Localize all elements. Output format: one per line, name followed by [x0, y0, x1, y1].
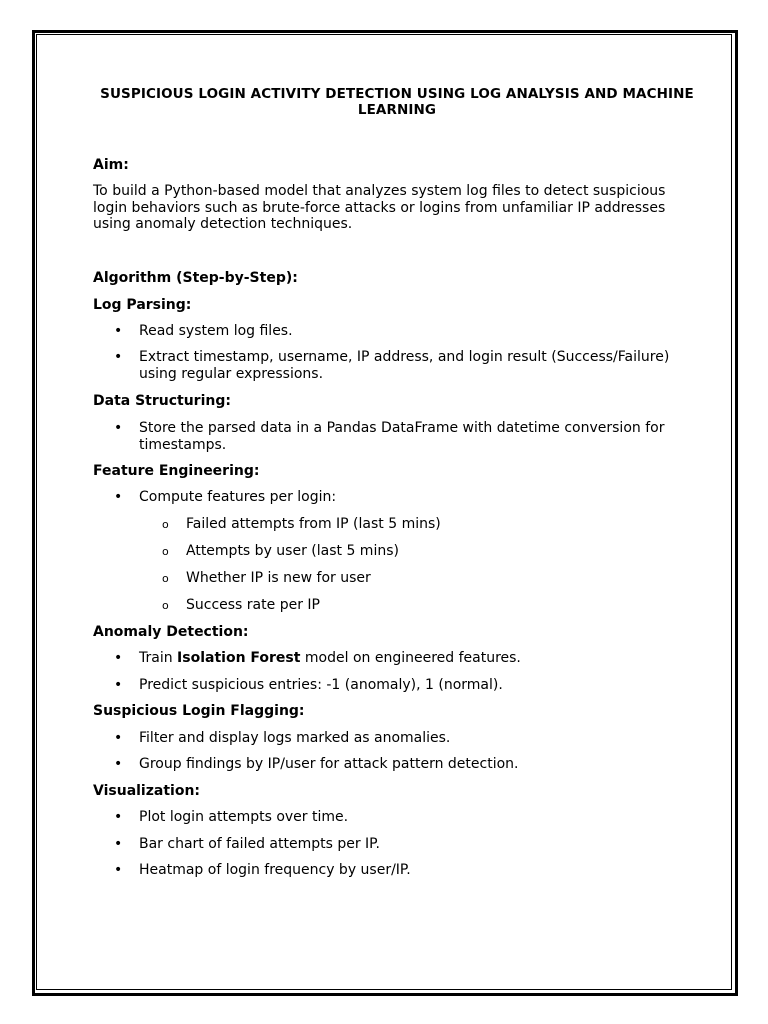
sub-bullet-icon: o: [162, 572, 169, 585]
aim-text: To build a Python-based model that analyzes system log files to detect suspicious login behaviors such as brute-force attacks or logins from unfamiliar IP addresses using anomaly detection techniques.: [93, 183, 666, 232]
bullet-icon: •: [114, 809, 123, 825]
flagging-heading: Suspicious Login Flagging:: [93, 703, 305, 719]
algorithm-heading: Algorithm (Step-by-Step):: [93, 270, 298, 286]
sub-bullet-icon: o: [162, 518, 169, 531]
aim-heading: Aim:: [93, 157, 129, 173]
feature-engineering-heading: Feature Engineering:: [93, 463, 260, 479]
document-body: SUSPICIOUS LOGIN ACTIVITY DETECTION USING LOG ANALYSIS AND MACHINE LEARNING Aim: To build a Python-based model that analyzes system log files to detect suspicious login behaviors such as brute-force attacks or logins from unfamiliar IP addresses using anomaly detection techniques. Algorithm (Step-by-Step): Log Parsing: • Read system log files. • Extract timestamp, username, IP address, and login result (Success/Failure) using regular expressions. Data Structuring: • Store the parsed data in a Pandas DataFrame with datetime conversion for timestamps. Feature Engineering: • Compute features per login: o Failed attempts from IP (last 5 mins) o Attempts by user (last 5 mins) o Whether IP is new for user o Success rate per IP Anomaly Detection: • Train Isolation Forest model on engineered features. • Predict suspicious entries: -1 (anomaly), 1 (normal). Suspicious Login Flagging: • Filter and display logs marked as anomalies. • Group findings by IP/user for attack pattern detection. Visualization: • Plot login attempts over time. • Bar chart of failed attempts per IP. • Heatmap of login frequency by user/IP.: [93, 86, 681, 118]
model-name: Isolation Forest: [177, 650, 301, 666]
sub-bullet-icon: o: [162, 545, 169, 558]
bullet-icon: •: [114, 323, 123, 339]
bullet-icon: •: [114, 650, 123, 666]
bullet-icon: •: [114, 420, 123, 436]
document-title: SUSPICIOUS LOGIN ACTIVITY DETECTION USING LOG ANALYSIS AND MACHINE LEARNING: [100, 86, 694, 118]
bullet-icon: •: [114, 756, 123, 772]
bullet-icon: •: [114, 730, 123, 746]
data-structuring-heading: Data Structuring:: [93, 393, 231, 409]
bullet-icon: •: [114, 349, 123, 365]
bullet-icon: •: [114, 677, 123, 693]
bullet-icon: •: [114, 489, 123, 505]
anomaly-detection-heading: Anomaly Detection:: [93, 624, 249, 640]
bullet-icon: •: [114, 836, 123, 852]
bullet-icon: •: [114, 862, 123, 878]
log-parsing-heading: Log Parsing:: [93, 297, 192, 313]
sub-bullet-icon: o: [162, 599, 169, 612]
visualization-heading: Visualization:: [93, 783, 201, 799]
